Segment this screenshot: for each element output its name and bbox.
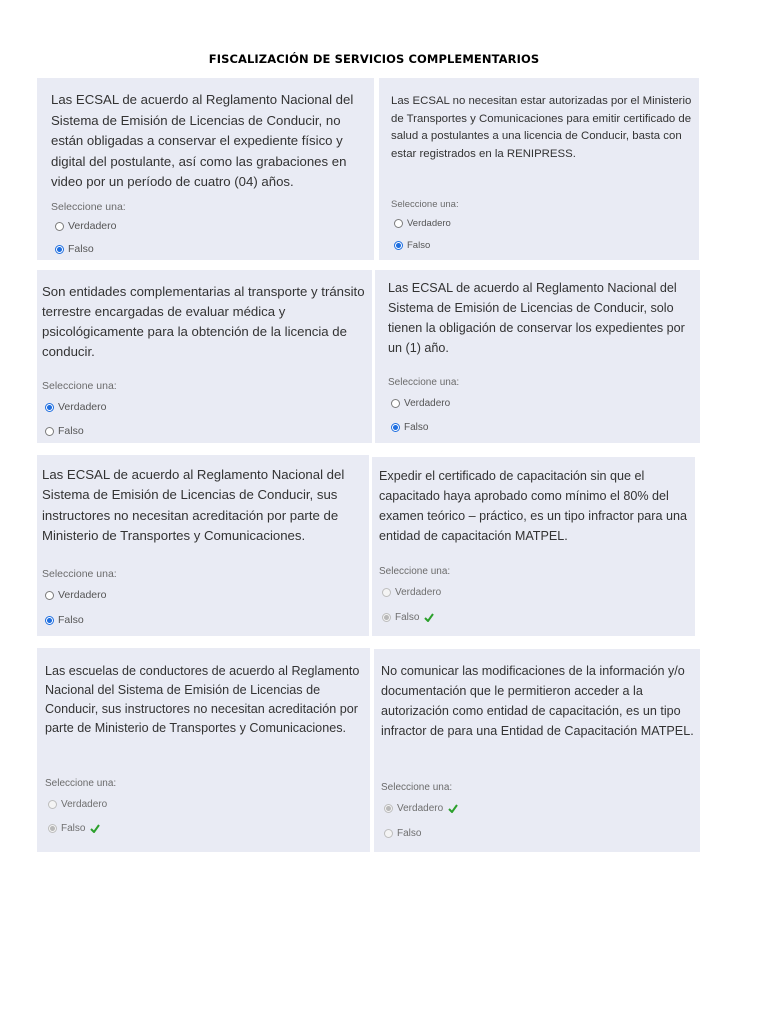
question-text: No comunicar las modificaciones de la información y/o documentación que le permitieron acceder a la autorización como entidad de capacitación, es un tipo infractor de para una Entidad de Capacitación MATPEL.	[381, 664, 694, 738]
check-icon	[90, 824, 100, 833]
question-card-7	[37, 648, 370, 852]
option-label: Verdadero	[395, 587, 442, 598]
question-text: Las ECSAL de acuerdo al Reglamento Nacional del Sistema de Emisión de Licencias de Conducir, no están obligadas a conservar el expediente físico y digital del postulante, así como las grabaciones en video por un período de cuatro (04) años.	[51, 92, 354, 189]
option-label: Falso	[395, 612, 420, 623]
select-prompt: Seleccione una:	[379, 566, 451, 577]
option-label: Verdadero	[397, 803, 444, 814]
option-label: Falso	[61, 823, 86, 834]
option-label: Falso	[397, 828, 422, 839]
radio-falso-selected[interactable]	[45, 616, 54, 625]
question-card-4	[375, 270, 700, 443]
radio-verdadero-selected[interactable]	[45, 403, 54, 412]
question-card-1	[37, 78, 374, 260]
option-verdadero[interactable]	[391, 398, 450, 409]
radio-verdadero[interactable]	[394, 219, 403, 228]
option-verdadero[interactable]	[55, 220, 116, 232]
radio-falso-selected[interactable]	[394, 241, 403, 250]
select-prompt: Seleccione una:	[42, 380, 117, 392]
question-card-3	[37, 270, 372, 443]
radio-verdadero[interactable]	[391, 399, 400, 408]
option-label: Verdadero	[404, 398, 451, 409]
option-verdadero	[384, 803, 458, 814]
question-card-6	[372, 457, 695, 636]
select-prompt: Seleccione una:	[391, 199, 459, 210]
question-card-2	[379, 78, 699, 260]
option-verdadero[interactable]	[394, 218, 451, 229]
check-icon	[448, 804, 458, 813]
option-label: Falso	[407, 240, 431, 251]
check-icon	[424, 613, 434, 622]
question-text: Las ECSAL no necesitan estar autorizadas por el Ministerio de Transportes y Comunicaciones para emitir certificado de salud a postulantes a una licencia de Conducir, basta con estar registrados en la RENIPRESS.	[391, 95, 692, 160]
option-label: Falso	[404, 422, 429, 433]
option-falso[interactable]	[394, 240, 430, 251]
option-verdadero	[382, 587, 441, 598]
option-label: Verdadero	[58, 401, 107, 413]
radio-verdadero[interactable]	[45, 591, 54, 600]
radio-falso[interactable]	[45, 427, 54, 436]
option-falso[interactable]	[55, 243, 94, 255]
radio-verdadero-disabled	[382, 588, 391, 597]
radio-verdadero-selected-disabled	[384, 804, 393, 813]
option-falso	[384, 828, 421, 839]
option-falso[interactable]	[391, 422, 428, 433]
select-prompt: Seleccione una:	[388, 377, 460, 388]
question-text: Las ECSAL de acuerdo al Reglamento Nacional del Sistema de Emisión de Licencias de Conducir, sus instructores no necesitan acreditación por parte de Ministerio de Transportes y Comunicaciones.	[42, 467, 345, 543]
radio-falso-disabled	[384, 829, 393, 838]
radio-falso-selected-disabled	[382, 613, 391, 622]
option-label: Falso	[68, 243, 94, 255]
option-falso[interactable]	[45, 425, 84, 437]
question-card-5	[37, 455, 369, 636]
select-prompt: Seleccione una:	[45, 778, 117, 789]
select-prompt: Seleccione una:	[42, 568, 117, 580]
option-label: Falso	[58, 614, 84, 626]
option-falso	[382, 612, 434, 623]
option-verdadero	[48, 799, 107, 810]
option-label: Verdadero	[68, 220, 117, 232]
option-verdadero[interactable]	[45, 401, 106, 413]
radio-falso-selected[interactable]	[55, 245, 64, 254]
question-text: Las escuelas de conductores de acuerdo al Reglamento Nacional del Sistema de Emisión de Licencias de Conducir, sus instructores no necesitan acreditación por parte de Ministerio de Transportes y Comunicaciones.	[45, 664, 360, 735]
question-text: Son entidades complementarias al transporte y tránsito terrestre encargadas de evaluar médica y psicológicamente para la obtención de la licencia de conducir.	[42, 284, 365, 359]
option-falso[interactable]	[45, 614, 84, 626]
select-prompt: Seleccione una:	[51, 201, 126, 213]
option-label: Verdadero	[407, 218, 451, 229]
select-prompt: Seleccione una:	[381, 782, 453, 793]
radio-falso-selected-disabled	[48, 824, 57, 833]
option-falso	[48, 823, 100, 834]
question-text: Expedir el certificado de capacitación sin que el capacitado haya aprobado como mínimo el 80% del examen teórico – práctico, es un tipo infractor para una entidad de capacitación MATPEL.	[379, 469, 688, 543]
question-text: Las ECSAL de acuerdo al Reglamento Nacional del Sistema de Emisión de Licencias de Conducir, solo tienen la obligación de conservar los expedientes por un (1) año.	[388, 281, 685, 355]
option-label: Verdadero	[58, 589, 107, 601]
radio-falso-selected[interactable]	[391, 423, 400, 432]
question-card-8	[374, 649, 700, 852]
option-verdadero[interactable]	[45, 589, 106, 601]
document-title: FISCALIZACIÓN DE SERVICIOS COMPLEMENTARIOS	[208, 52, 540, 66]
radio-verdadero[interactable]	[55, 222, 64, 231]
option-label: Falso	[58, 425, 84, 437]
radio-verdadero-disabled	[48, 800, 57, 809]
option-label: Verdadero	[61, 799, 108, 810]
